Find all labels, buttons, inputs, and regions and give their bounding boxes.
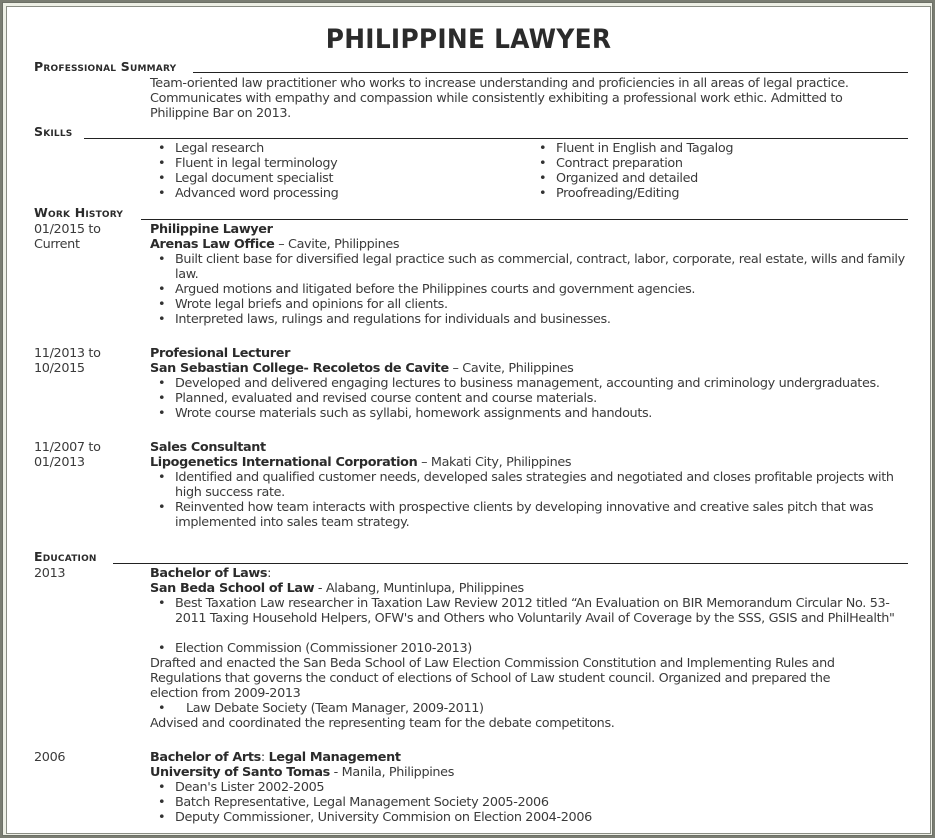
- section-divider: [84, 138, 908, 139]
- education-bullet: • Batch Representative, Legal Management Society 2005-2006: [150, 795, 915, 810]
- job-employer-line: [150, 361, 574, 376]
- job-title: Philippine Lawyer: [150, 222, 273, 237]
- section-divider: [193, 72, 908, 73]
- job-dates: [34, 222, 134, 252]
- skill-item: • Legal document specialist: [150, 171, 510, 186]
- resume-title: PHILIPPINE LAWYER: [325, 24, 612, 55]
- resume-page: [6, 6, 931, 834]
- skill-item: • Fluent in English and Tagalog: [531, 141, 891, 156]
- job-dates: [34, 440, 134, 470]
- job-bullet: • Planned, evaluated and revised course content and course materials.: [150, 391, 915, 406]
- education-bullet: • Election Commission (Commissioner 2010-2013): [150, 641, 915, 656]
- date-start: 11/2013 to: [34, 346, 101, 361]
- job-title: Profesional Lecturer: [150, 346, 291, 361]
- section-heading-education: [34, 548, 97, 564]
- education-bullet: • Law Debate Society (Team Manager, 2009-2011): [150, 701, 915, 716]
- job-bullet: • Wrote course materials such as syllabi, homework assignments and handouts.: [150, 406, 915, 421]
- education-bullet: • Dean's Lister 2002-2005: [150, 780, 915, 795]
- school-line: [150, 581, 524, 596]
- section-label: Education: [34, 549, 97, 564]
- section-label: Skills: [34, 124, 73, 139]
- date-end: 10/2015: [34, 361, 85, 376]
- outer-frame: [2, 2, 933, 836]
- education-paragraph: Advised and coordinated the representing team for the debate competitons.: [150, 716, 615, 731]
- job-bullets: [150, 252, 915, 327]
- job-bullet: • Identified and qualified customer needs, developed sales strategies and negotiated and closes profitable projects with high success rate.: [150, 470, 915, 500]
- education-bullets: [150, 780, 915, 825]
- school-location: - Manila, Philippines: [329, 765, 455, 780]
- education-entry: [150, 566, 524, 596]
- date-start: 01/2015 to: [34, 222, 101, 237]
- education-bullets: [150, 701, 915, 716]
- education-bullet: • Best Taxation Law researcher in Taxation Law Review 2012 titled “An Evaluation on BIR Memorandum Circular No. 53-2011 Taxing Household Helpers, OFW's and Others who Voluntarily Avail of Coverage by the SSS, GSIS and PhilHealth": [150, 596, 915, 626]
- school-line: [150, 765, 454, 780]
- degree-line: [150, 566, 524, 581]
- job-entry: [150, 440, 571, 470]
- education-bullets: [150, 596, 915, 626]
- job-bullet: • Developed and delivered engaging lectures to business management, accounting and criminology undergraduates.: [150, 376, 915, 391]
- job-dates: [34, 346, 134, 376]
- section-heading-work: [34, 204, 123, 220]
- section-divider: [141, 219, 908, 220]
- skill-item: • Contract preparation: [531, 156, 891, 171]
- education-entry: [150, 750, 454, 780]
- degree-name: Bachelor of Arts: [150, 750, 261, 765]
- degree-suffix: :: [267, 566, 272, 581]
- skill-item: • Organized and detailed: [531, 171, 891, 186]
- school-name: San Beda School of Law: [150, 581, 315, 596]
- date-end: 01/2013: [34, 455, 85, 470]
- date-start: 11/2007 to: [34, 440, 101, 455]
- education-year: 2013: [34, 566, 66, 581]
- education-bullet: • Deputy Commissioner, University Commision on Election 2004-2006: [150, 810, 915, 825]
- summary-text: Team-oriented law practitioner who works to increase understanding and proficiencies in all areas of legal practice. Communicates with empathy and compassion while consistently exhibiting a professional work ethic. Admitted to Philippine Bar on 2013.: [150, 76, 849, 121]
- skills-list-left: [150, 141, 510, 201]
- job-bullet: • Built client base for diversified legal practice such as commercial, contract, labor, corporate, real estate, wills and family law.: [150, 252, 915, 282]
- skill-item: • Advanced word processing: [150, 186, 510, 201]
- employer-location: – Cavite, Philippines: [448, 361, 574, 376]
- section-divider: [113, 563, 908, 564]
- job-bullet: • Wrote legal briefs and opinions for all clients.: [150, 297, 915, 312]
- degree-line: [150, 750, 454, 765]
- section-heading-skills: [34, 123, 72, 139]
- education-bullets: [150, 641, 915, 656]
- skill-item: • Proofreading/Editing: [531, 186, 891, 201]
- school-name: University of Santo Tomas: [150, 765, 330, 780]
- education-year: 2006: [34, 750, 66, 765]
- degree-suffix: :: [260, 750, 269, 765]
- education-paragraph: Drafted and enacted the San Beda School of Law Election Commission Constitution and Implementing Rules and Regulations that governs the conduct of elections of School of Law student council. Organized and prepared the election from 2009-2013: [150, 656, 835, 701]
- job-employer-line: [150, 455, 571, 470]
- job-bullet: • Argued motions and litigated before the Philippines courts and government agencies.: [150, 282, 915, 297]
- section-label: Work History: [34, 205, 124, 220]
- job-bullet: • Interpreted laws, rulings and regulations for individuals and businesses.: [150, 312, 915, 327]
- employer-location: – Makati City, Philippines: [417, 455, 572, 470]
- degree-major: Legal Management: [268, 750, 401, 765]
- job-employer-line: [150, 237, 399, 252]
- job-entry: [150, 222, 399, 252]
- job-title: Sales Consultant: [150, 440, 266, 455]
- degree-name: Bachelor of Laws: [150, 566, 268, 581]
- section-heading-summary: [34, 58, 176, 74]
- employer-name: Lipogenetics International Corporation: [150, 455, 418, 470]
- section-label: Professional Summary: [34, 59, 177, 74]
- employer-name: San Sebastian College- Recoletos de Cavite: [150, 361, 449, 376]
- job-entry: [150, 346, 574, 376]
- skill-item: • Legal research: [150, 141, 510, 156]
- employer-location: – Cavite, Philippines: [274, 237, 400, 252]
- employer-name: Arenas Law Office: [150, 237, 275, 252]
- school-location: - Alabang, Muntinlupa, Philippines: [314, 581, 524, 596]
- job-bullet: • Reinvented how team interacts with prospective clients by developing innovative and creative sales pitch that was implemented into sales team strategy.: [150, 500, 915, 530]
- date-end: Current: [34, 237, 80, 252]
- skills-list-right: [531, 141, 891, 201]
- job-bullets: [150, 376, 915, 421]
- job-bullets: [150, 470, 915, 530]
- skill-item: • Fluent in legal terminology: [150, 156, 510, 171]
